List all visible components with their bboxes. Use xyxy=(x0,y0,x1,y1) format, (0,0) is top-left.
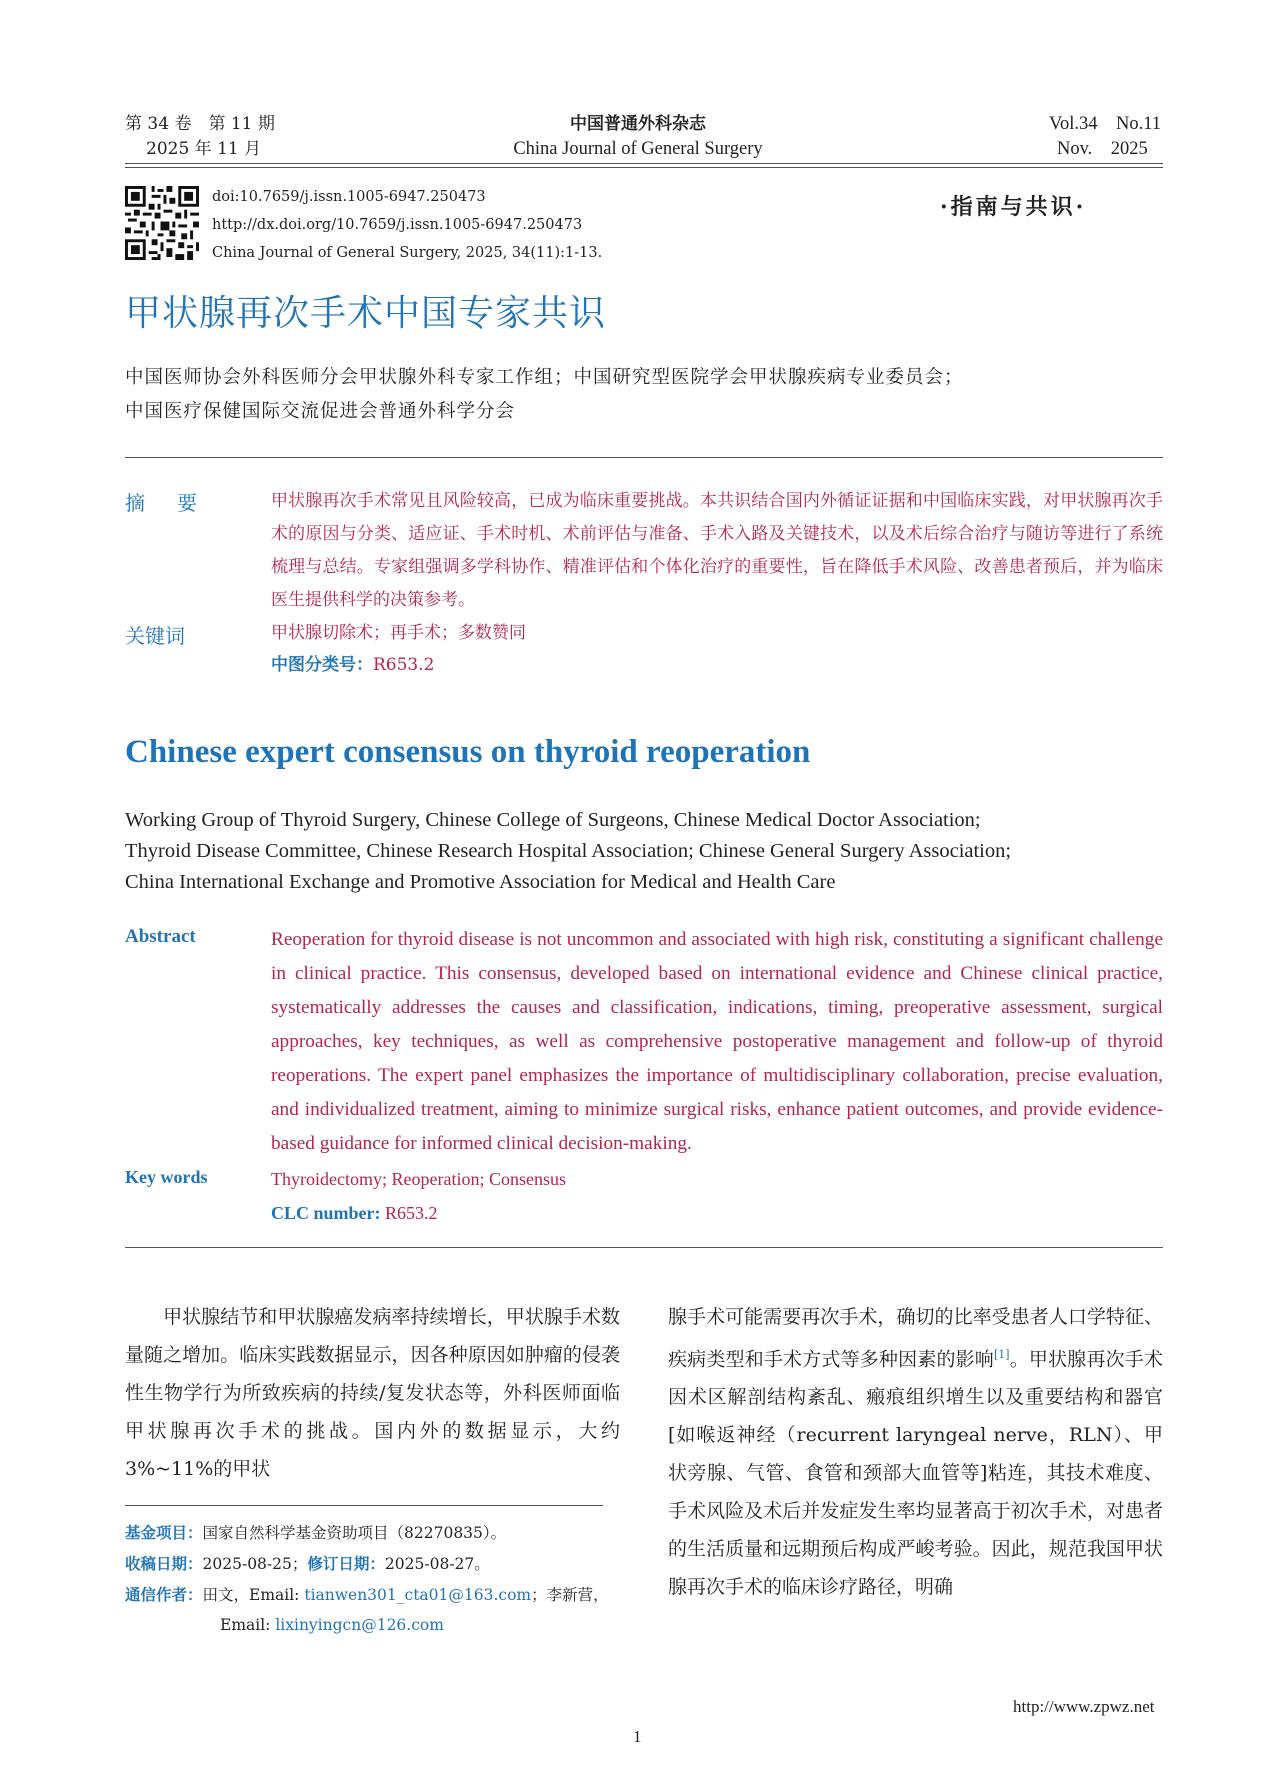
volume-issue-en: Vol.34 No.11 xyxy=(1049,114,1162,134)
english-authors-line-1: Working Group of Thyroid Surgery, Chinese College of Surgeons, Chinese Medical Doctor Association; xyxy=(125,809,981,831)
corr-email-1[interactable]: tianwen301_cta01@163.com xyxy=(304,1586,532,1604)
footnote-dates xyxy=(125,1549,490,1579)
fund-label: 基金项目： xyxy=(125,1524,203,1542)
body-right-text-b: 。甲状腺再次手术因术区解剖结构紊乱、瘢痕组织增生以及重要结构和器官[如喉返神经（recurrent laryngeal nerve，RLN）、甲状旁腺、气管、食管和颈部大血管等]粘连，其技术难度、手术风险及术后并发症发生率均显著高于初次手术，对患者的生活质量和远期预后构成严峻考验。因此，规范我国甲状腺再次手术的临床诊疗路径，明确 xyxy=(668,1348,1163,1599)
corr-name-1: 田文，Email: xyxy=(202,1586,305,1604)
footnote-corresponding-2 xyxy=(220,1610,444,1640)
section-rule-1 xyxy=(125,457,1163,458)
header-rule-bottom xyxy=(125,167,1163,168)
revised-value: 2025-08-27。 xyxy=(384,1555,490,1573)
header-rule-top xyxy=(125,163,1163,164)
publication-date: 2025 年 11 月 xyxy=(146,139,262,159)
english-clc-label: CLC number: xyxy=(271,1203,381,1223)
footnote-fund xyxy=(125,1518,506,1548)
chinese-abstract: 甲状腺再次手术常见且风险较高，已成为临床重要挑战。本共识结合国内外循证证据和中国临床实践，对甲状腺再次手术的原因与分类、适应证、手术时机、术前评估与准备、手术入路及关键技术，以及术后综合治疗与随访等进行了系统梳理与总结。专家组强调多学科协作、精准评估和个体化治疗的重要性，旨在降低手术风险、改善患者预后，并为临床医生提供科学的决策参考。 xyxy=(271,491,1163,610)
english-abstract: Reoperation for thyroid disease is not uncommon and associated with high risk, constituting a significant challenge in clinical practice. This consensus, developed based on international evidence and Chinese clinical practice, systematically addresses the causes and classification, indications, timing, preoperative assessment, surgical approaches, key techniques, as well as comprehensive postoperative management and follow-up of thyroid reoperations. The expert panel emphasizes the importance of multidisciplinary collaboration, precise evaluation, and individualized treatment, aiming to minimize surgical risks, enhance patient outcomes, and provide evidence-based guidance for informed clinical decision-making. xyxy=(271,929,1163,1154)
body-left-column: 甲状腺结节和甲状腺癌发病率持续增长，甲状腺手术数量随之增加。临床实践数据显示，因各种原因如肿瘤的侵袭性生物学行为所致疾病的持续/复发状态等，外科医师面临甲状腺再次手术的挑战。国内外的数据显示，大约3%~11%的甲状 xyxy=(125,1306,620,1480)
footer-url[interactable]: http://www.zpwz.net xyxy=(1013,1697,1155,1716)
corr-email-label: Email: xyxy=(220,1616,276,1634)
citation-text: China Journal of General Surgery, 2025, 34(11):1-13. xyxy=(212,245,603,261)
english-clc-value: R653.2 xyxy=(385,1203,438,1223)
footnote-rule xyxy=(125,1505,603,1506)
chinese-abstract-label: 摘 要 xyxy=(125,491,203,515)
chinese-keywords: 甲状腺切除术；再手术；多数赞同 xyxy=(271,623,526,643)
corr-email-2[interactable]: lixinyingcn@126.com xyxy=(275,1616,444,1634)
english-authors-line-2: Thyroid Disease Committee, Chinese Research Hospital Association; Chinese General Surgery Association; xyxy=(125,840,1012,862)
corr-separator: ；李新营， xyxy=(531,1586,609,1604)
received-value: 2025-08-25； xyxy=(202,1555,308,1573)
english-keywords: Thyroidectomy; Reoperation; Consensus xyxy=(271,1169,566,1189)
english-keywords-label: Key words xyxy=(125,1167,208,1187)
qr-code-icon xyxy=(125,186,199,260)
chinese-keywords-label: 关键词 xyxy=(125,624,185,648)
corr-label: 通信作者： xyxy=(125,1586,203,1604)
received-label: 收稿日期： xyxy=(125,1555,203,1573)
publication-date-en: Nov. 2025 xyxy=(1057,139,1148,159)
english-title: Chinese expert consensus on thyroid reoperation xyxy=(125,734,811,770)
body-right-column xyxy=(668,1298,1163,1606)
english-clc xyxy=(271,1198,438,1228)
section-rule-2 xyxy=(125,1247,1163,1248)
volume-issue: 第 34 卷 第 11 期 xyxy=(125,114,275,134)
journal-name-cn: 中国普通外科杂志 xyxy=(570,114,706,134)
chinese-clc-value: R653.2 xyxy=(373,655,435,675)
section-tag: ·指南与共识· xyxy=(940,194,1087,220)
chinese-clc-label: 中图分类号： xyxy=(271,655,373,675)
fund-value: 国家自然科学基金资助项目（82270835）。 xyxy=(202,1524,507,1542)
body-right-text-a: 腺手术可能需要再次手术，确切的比率受患者人口学特征、疾病类型和手术方式等多种因素的影响 xyxy=(668,1306,1163,1371)
journal-name-en: China Journal of General Surgery xyxy=(513,139,763,159)
reference-1[interactable]: [1] xyxy=(993,1348,1010,1361)
footnote-corresponding xyxy=(125,1580,625,1610)
doi-url[interactable]: http://dx.doi.org/10.7659/j.issn.1005-6947.250473 xyxy=(212,217,583,233)
english-abstract-label: Abstract xyxy=(125,926,196,947)
chinese-clc xyxy=(271,650,434,680)
chinese-authors-line-1: 中国医师协会外科医师分会甲状腺外科专家工作组；中国研究型医院学会甲状腺疾病专业委员会； xyxy=(125,367,964,388)
chinese-title: 甲状腺再次手术中国专家共识 xyxy=(125,293,607,334)
page-number: 1 xyxy=(633,1727,642,1746)
revised-label: 修订日期： xyxy=(307,1555,385,1573)
english-authors-line-3: China International Exchange and Promotive Association for Medical and Health Care xyxy=(125,871,836,893)
doi-text: doi:10.7659/j.issn.1005-6947.250473 xyxy=(212,189,486,205)
chinese-authors-line-2: 中国医疗保健国际交流促进会普通外科学分会 xyxy=(125,401,516,422)
